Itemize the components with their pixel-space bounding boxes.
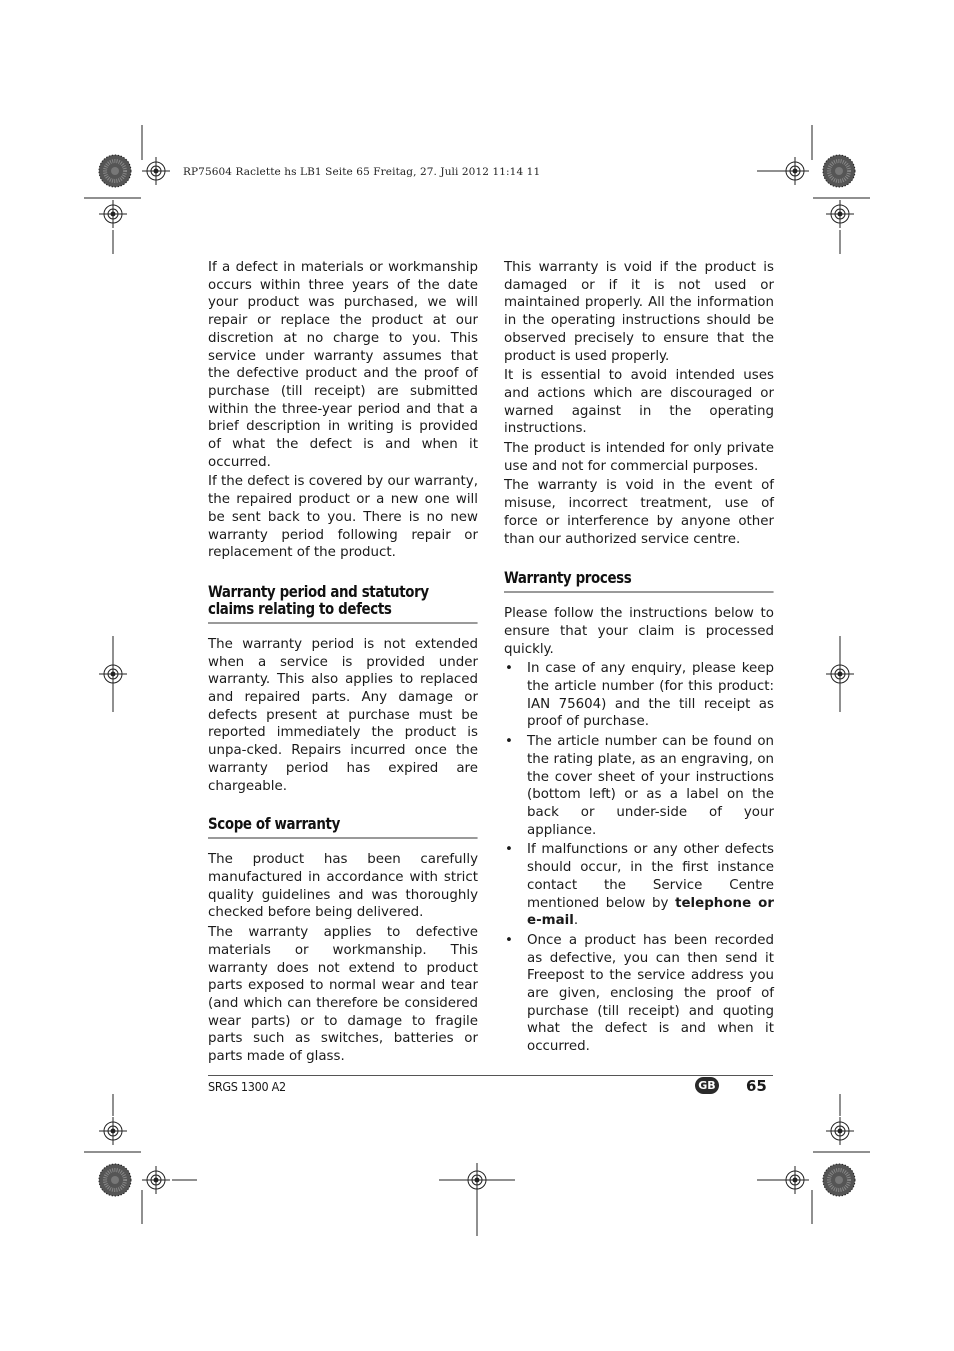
paragraph: If a defect in materials or workmanship occurs within three years of the date your product was purchased, we will repair or replace the product at our discretion at no charge to you. This service under warranty assumes that the defective product and the proof of purchase (till receipt) are submitted within the three-year period and that a brief description in writing is provided of what the defect is and when it occurred. [208,260,478,470]
paragraph: The product has been carefully manufactured in accordance with strict quality guidelines and was thoroughly checked before being delivered. [208,852,478,921]
page-number: 65 [746,1077,767,1095]
bullet-icon: • [505,932,513,948]
registration-mark-icon [781,157,809,185]
paragraph: If the defect is covered by our warranty, the repaired product or a new one will be sent back to you. There is no new warranty period following repair or replacement of the product. [208,474,478,561]
color-rosette-icon [823,1164,855,1196]
paragraph: This warranty is void if the product is damaged or if it is not used or maintained properly. All the information in the operating instructions should be observed precisely to ensure that the product is used properly. [504,260,774,364]
registration-mark-icon [99,200,127,228]
color-rosette-icon [823,155,855,187]
bullet-list [504,660,774,1055]
footer-divider [208,1075,773,1076]
list-item [504,932,774,1056]
bullet-icon: • [505,842,513,858]
list-item-tail: . [573,913,579,929]
footer-model-number: SRGS 1300 A2 [208,1079,286,1094]
heading-scope-of-warranty: Scope of warranty [208,815,478,839]
paragraph: The warranty applies to defective materials or workmanship. This warranty does not extend to product parts exposed to normal wear and tear (and which can therefore be considered wear parts) or to damage to fragile parts such as switches, batteries or parts made of glass. [208,925,478,1065]
bullet-icon: • [505,734,513,750]
registration-mark-icon [142,1166,170,1194]
paragraph: The product is intended for only private use and not for commercial purposes. [504,441,774,474]
registration-mark-icon [142,157,170,185]
registration-mark-icon [826,1117,854,1145]
bullet-icon: • [505,661,513,677]
paragraph: Please follow the instructions below to ensure that your claim is processed quickly. [504,606,774,657]
list-item [504,733,774,839]
right-column [504,259,774,1058]
print-slug-line: RP75604 Raclette hs LB1 Seite 65 Freitag, 27. Juli 2012 11:14 11 [183,166,541,178]
list-item-text: Once a product has been recorded as defective, you can then send it Freepost to the service address you are given, enclosing the proof of purchase (till receipt) and quoting what the defect is and when it occurred. [527,932,774,1055]
left-column [208,259,478,1068]
color-rosette-icon [99,1164,131,1196]
list-item-text: If malfunctions or any other defects should occur, in the first instance contact the Service Centre mentioned below by [527,842,774,911]
paragraph: The warranty period is not extended when a service is provided under warranty. This also applies to replaced and repaired parts. Any damage or defects present at purchase must be reported immediately the product is unpa-cked. Repairs incurred once the warranty period has expired are chargeable. [208,636,478,794]
heading-warranty-period: Warranty period and statutory claims relating to defects [208,583,478,624]
list-item-bold-text: telephone or e-mail [527,895,774,929]
paragraph: It is essential to avoid intended uses and actions which are discouraged or warned against in the operating instructions. [504,368,774,437]
list-item-text: The article number can be found on the rating plate, as an engraving, on the cover sheet of your instructions (bottom left) or as a label on the back or under-side of your appliance. [527,734,774,838]
paragraph: The warranty is void in the event of misuse, incorrect treatment, use of force or interference by anyone other than our authorized service centre. [504,478,774,547]
list-item [504,660,774,731]
list-item [504,841,774,930]
registration-mark-icon [781,1166,809,1194]
registration-mark-icon [99,1117,127,1145]
language-badge: GB [695,1077,719,1094]
heading-warranty-process: Warranty process [504,569,774,593]
registration-mark-icon [826,200,854,228]
list-item-text: In case of any enquiry, please keep the article number (for this product: IAN 75604) and the till receipt as proof of purchase. [527,661,774,730]
color-rosette-icon [99,155,131,187]
